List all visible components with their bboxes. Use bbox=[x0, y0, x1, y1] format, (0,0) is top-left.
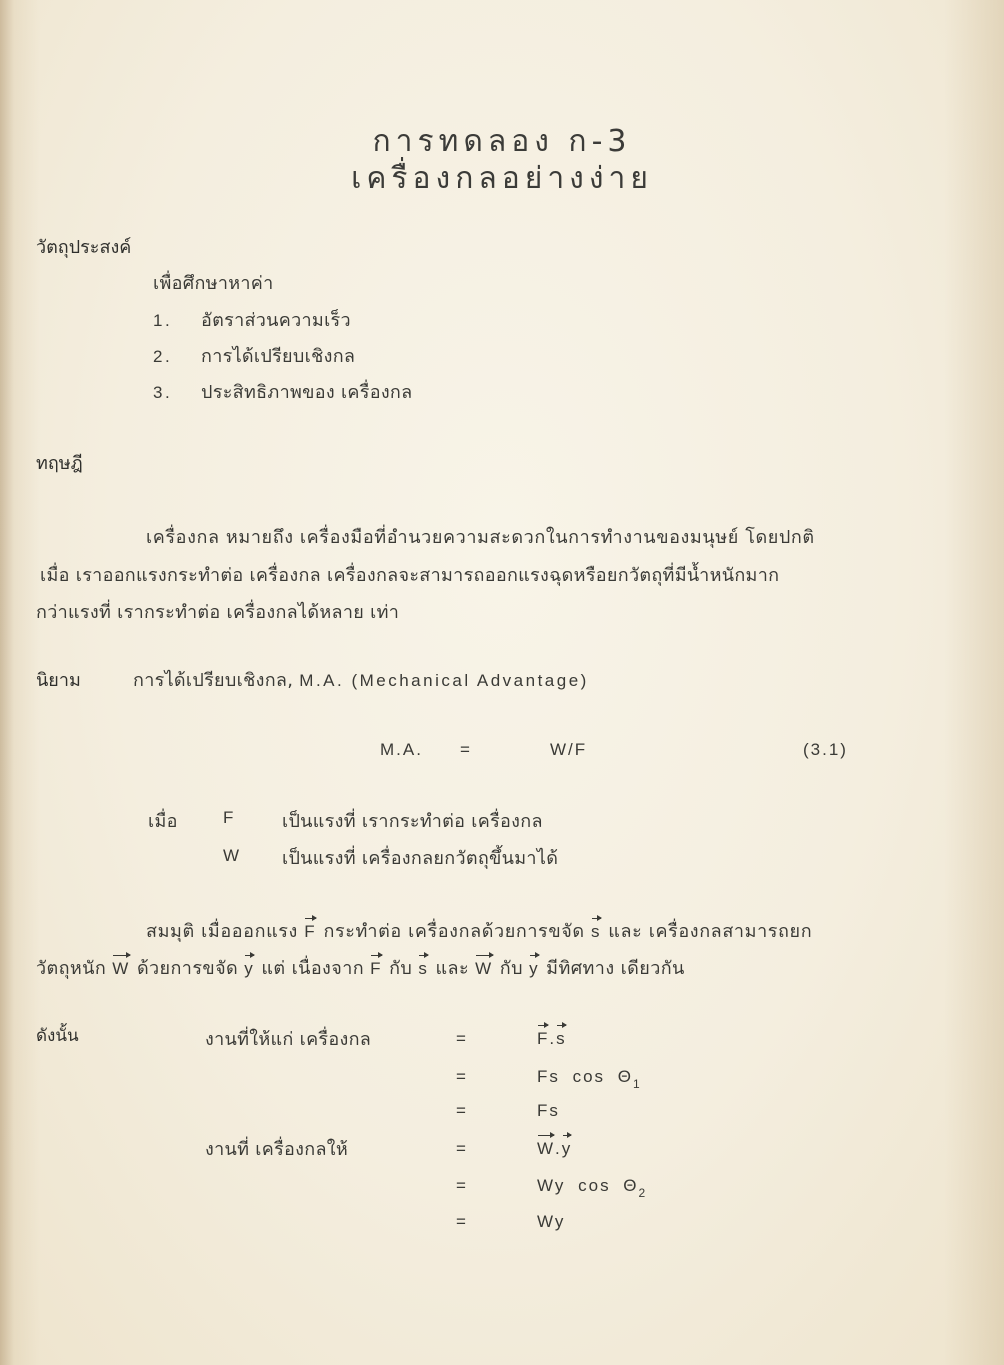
experiment-subtitle: เครื่องกลอย่างง่าย bbox=[351, 161, 653, 196]
vector-w: W bbox=[475, 959, 494, 978]
theory-line: กว่าแรงที่ เรากระทำต่อ เครื่องกลได้หลาย เท่า bbox=[36, 602, 400, 623]
thai-term: การได้เปรียบเชิงกล, bbox=[133, 670, 294, 691]
objective-item bbox=[153, 377, 412, 406]
item-text: การได้เปรียบเชิงกล bbox=[201, 346, 356, 367]
item-number: 2. bbox=[153, 347, 173, 366]
vector-s: s bbox=[590, 922, 602, 941]
item-text: ประสิทธิภาพของ เครื่องกล bbox=[201, 382, 413, 403]
equals-sign: = bbox=[456, 1139, 468, 1158]
work-input-label: งานที่ให้แก่ เครื่องกล bbox=[205, 1029, 372, 1050]
vector-s: s bbox=[418, 959, 430, 978]
work-input-result: Fs bbox=[537, 1101, 560, 1120]
equals-sign: = bbox=[456, 1176, 468, 1195]
work-output-label: งานที่ เครื่องกลให้ bbox=[205, 1139, 349, 1160]
theory-line: เครื่องกล หมายถึง เครื่องมือที่อำนวยความสะดวกในการทำงานของมนุษย์ โดยปกติ bbox=[146, 527, 815, 548]
theory-line: เมื่อ เราออกแรงกระทำต่อ เครื่องกล เครื่องกลจะสามารถออกแรงฉุดหรือยกวัตถุที่มีน้ำหนักมาก bbox=[40, 565, 780, 586]
variable-symbol: W bbox=[223, 846, 242, 865]
work-input-dot-product: F.s bbox=[537, 1029, 567, 1048]
therefore-label: ดังนั้น bbox=[36, 1026, 79, 1046]
objective-intro: เพื่อศึกษาหาค่า bbox=[153, 273, 274, 294]
equals-sign: = bbox=[456, 1212, 468, 1231]
assumption-line: วัตถุหนัก W ด้วยการขจัด y แต่ เนื่องจาก F กับ s และ W กับ y มีทิศทาง เดียวกัน bbox=[36, 958, 685, 979]
item-text: อัตราส่วนความเร็ว bbox=[201, 310, 351, 331]
objective-item bbox=[153, 305, 351, 334]
equation-lhs: M.A. bbox=[380, 740, 423, 759]
definition-label: นิยาม bbox=[36, 670, 81, 691]
assumption-line: สมมุติ เมื่อออกแรง F กระทำต่อ เครื่องกลด้วยการขจัด s และ เครื่องกลสามารถยก bbox=[146, 921, 813, 942]
item-number: 1. bbox=[153, 311, 173, 330]
english-term: M.A. (Mechanical Advantage) bbox=[299, 671, 589, 690]
variable-description: เป็นแรงที่ เครื่องกลยกวัตถุขึ้นมาได้ bbox=[282, 848, 559, 869]
vector-y: y bbox=[529, 959, 541, 978]
where-label: เมื่อ bbox=[148, 811, 178, 832]
variable-symbol: F bbox=[223, 808, 236, 827]
equation-number: (3.1) bbox=[803, 740, 848, 759]
equals-sign: = bbox=[456, 1101, 468, 1120]
variable-description: เป็นแรงที่ เรากระทำต่อ เครื่องกล bbox=[282, 811, 543, 832]
equals-sign: = bbox=[456, 1067, 468, 1086]
experiment-title: การทดลอง ก-3 bbox=[372, 124, 632, 159]
definition-term bbox=[133, 665, 589, 694]
objective-item bbox=[153, 341, 355, 370]
vector-f: F bbox=[370, 959, 384, 978]
work-output-dot-product: W.y bbox=[537, 1139, 573, 1158]
vector-w: W bbox=[112, 959, 131, 978]
work-input-cos: Fs $\cos \Theta_1$ bbox=[537, 1067, 640, 1091]
equals-sign: = bbox=[456, 1029, 468, 1048]
vector-y: y bbox=[244, 959, 256, 978]
vector-f: F bbox=[304, 922, 318, 941]
work-output-cos: Wy $\cos \Theta_2$ bbox=[537, 1176, 646, 1200]
equation-rhs: W/F bbox=[550, 740, 588, 759]
item-number: 3. bbox=[153, 383, 173, 402]
equation-equals: = bbox=[460, 740, 472, 759]
objective-heading: วัตถุประสงค์ bbox=[36, 237, 132, 258]
work-output-result: Wy bbox=[537, 1212, 566, 1231]
theory-heading: ทฤษฎี bbox=[36, 453, 83, 474]
